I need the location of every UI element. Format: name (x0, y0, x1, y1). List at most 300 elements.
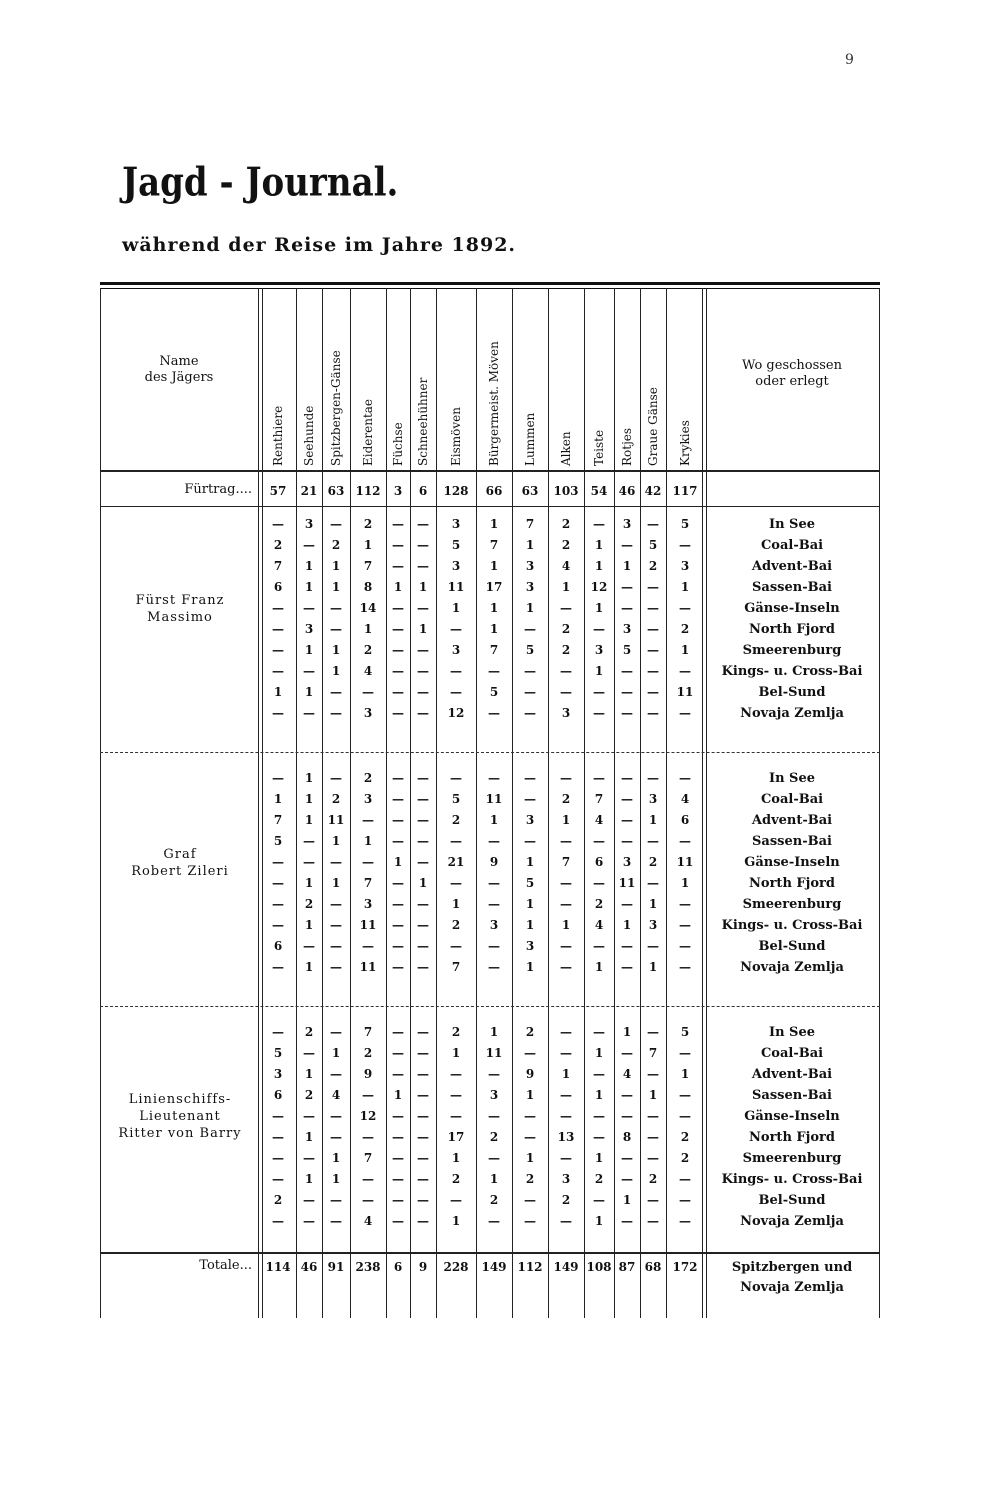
tally-cell: — (417, 960, 429, 974)
tally-cell: 3 (622, 622, 632, 636)
totals-value: 149 (481, 1260, 507, 1274)
tally-cell: 2 (561, 538, 571, 552)
hunter-name-line: Linienschiffs- (128, 1092, 232, 1107)
tally-cell: — (417, 918, 429, 932)
tally-cell: — (417, 939, 429, 953)
column-header-label: Spitzbergen-Gänse (329, 350, 343, 466)
tally-cell: — (679, 1109, 691, 1123)
tally-cell: 1 (273, 792, 283, 806)
tally-cell: — (647, 939, 659, 953)
tally-cell: — (621, 771, 633, 785)
tally-cell: — (272, 1172, 284, 1186)
tally-cell: — (524, 664, 536, 678)
tally-cell: — (560, 601, 572, 615)
tally-cell: — (524, 792, 536, 806)
tally-cell: 4 (363, 1214, 373, 1228)
tally-cell: — (450, 771, 462, 785)
place-name: Coal-Bai (760, 792, 824, 807)
tally-cell: 1 (304, 1067, 314, 1081)
tally-cell: — (417, 517, 429, 531)
tally-cell: — (560, 1151, 572, 1165)
tally-cell: 2 (525, 1172, 535, 1186)
tally-cell: — (392, 834, 404, 848)
tally-cell: 3 (622, 517, 632, 531)
place-name: Kings- u. Cross-Bai (721, 1172, 863, 1187)
tally-cell: 7 (273, 559, 283, 573)
column-header-label: Teiste (592, 429, 606, 466)
column-header (410, 296, 436, 466)
tally-cell: 13 (557, 1130, 575, 1144)
tally-cell: 8 (363, 580, 373, 594)
tally-cell: — (524, 1193, 536, 1207)
tally-cell: 4 (561, 559, 571, 573)
tally-cell: — (303, 834, 315, 848)
tally-cell: — (679, 538, 691, 552)
tally-cell: 1 (525, 918, 535, 932)
tally-cell: — (560, 1214, 572, 1228)
column-header (436, 296, 476, 466)
tally-cell: — (621, 580, 633, 594)
tally-cell: 2 (680, 622, 690, 636)
tally-cell: 3 (525, 813, 535, 827)
tally-cell: 3 (622, 855, 632, 869)
tally-cell: — (524, 622, 536, 636)
place-name: In See (769, 1025, 815, 1040)
tally-cell: — (647, 1214, 659, 1228)
tally-cell: 1 (393, 1088, 403, 1102)
tally-cell: 4 (331, 1088, 341, 1102)
tally-cell: — (560, 1109, 572, 1123)
tally-cell: — (417, 792, 429, 806)
tally-cell: — (621, 706, 633, 720)
column-header (322, 296, 350, 466)
tally-cell: 1 (594, 559, 604, 573)
tally-cell: — (647, 1193, 659, 1207)
tally-cell: — (392, 1151, 404, 1165)
tally-cell: — (330, 706, 342, 720)
tally-cell: 9 (525, 1067, 535, 1081)
tally-cell: 3 (363, 897, 373, 911)
column-header (548, 296, 584, 466)
tally-cell: 1 (304, 1130, 314, 1144)
tally-cell: — (524, 1130, 536, 1144)
carry-forward-value: 63 (521, 484, 539, 498)
tally-cell: — (417, 559, 429, 573)
tally-cell: 1 (331, 643, 341, 657)
tally-cell: — (272, 706, 284, 720)
tally-cell: — (593, 706, 605, 720)
tally-cell: — (272, 1130, 284, 1144)
carry-forward-value: 42 (644, 484, 662, 498)
totals-label: Totale... (199, 1258, 252, 1273)
tally-cell: 1 (393, 855, 403, 869)
carry-forward-value: 21 (300, 484, 318, 498)
place-name: Smeerenburg (742, 1151, 842, 1166)
tally-cell: 1 (304, 1172, 314, 1186)
tally-cell: 2 (451, 1172, 461, 1186)
tally-cell: 1 (561, 1067, 571, 1081)
tally-cell: — (392, 897, 404, 911)
tally-cell: 2 (363, 517, 373, 531)
totals-value: 114 (265, 1260, 291, 1274)
tally-cell: 5 (680, 517, 690, 531)
tally-cell: — (272, 918, 284, 932)
tally-cell: 5 (489, 685, 499, 699)
tally-cell: 6 (680, 813, 690, 827)
tally-cell: 8 (622, 1130, 632, 1144)
place-name: North Fjord (749, 622, 835, 637)
tally-cell: — (392, 517, 404, 531)
tally-cell: 2 (561, 1193, 571, 1207)
place-name: Kings- u. Cross-Bai (721, 664, 863, 679)
carry-forward-value: 128 (443, 484, 469, 498)
carry-forward-value: 117 (672, 484, 698, 498)
column-header (476, 296, 512, 466)
tally-cell: — (593, 1130, 605, 1144)
tally-cell: — (679, 897, 691, 911)
hunter-name (100, 846, 260, 880)
block-divider (100, 752, 880, 754)
tally-cell: — (362, 813, 374, 827)
tally-cell: 1 (331, 664, 341, 678)
tally-cell: 5 (525, 643, 535, 657)
tally-cell: — (272, 517, 284, 531)
tally-cell: 1 (331, 1046, 341, 1060)
page-number: 9 (845, 52, 854, 68)
tally-cell: 3 (451, 517, 461, 531)
tally-cell: 6 (594, 855, 604, 869)
tally-cell: — (272, 622, 284, 636)
tally-cell: 2 (525, 1025, 535, 1039)
tally-cell: 1 (561, 580, 571, 594)
top-rule (100, 282, 880, 285)
tally-cell: 1 (489, 1172, 499, 1186)
tally-cell: — (330, 622, 342, 636)
hunter-name-line: Fürst Franz (135, 592, 225, 608)
column-header (260, 296, 296, 466)
column-header-label: Alken (559, 431, 573, 466)
tally-cell: 1 (363, 622, 373, 636)
column-header-label: Renthiere (271, 405, 285, 466)
tally-cell: 2 (363, 643, 373, 657)
tally-cell: 2 (561, 622, 571, 636)
tally-cell: — (303, 1046, 315, 1060)
hunter-name-line: Graf (163, 846, 197, 862)
tally-cell: 7 (451, 960, 461, 974)
tally-cell: — (392, 813, 404, 827)
tally-cell: — (417, 813, 429, 827)
tally-cell: 7 (363, 876, 373, 890)
tally-cell: — (450, 939, 462, 953)
tally-cell: 1 (594, 664, 604, 678)
tally-cell: 7 (363, 1025, 373, 1039)
tally-cell: 3 (273, 1067, 283, 1081)
tally-cell: — (679, 771, 691, 785)
carry-forward-value: 103 (553, 484, 579, 498)
tally-cell: — (392, 876, 404, 890)
place-name: Novaja Zemlja (740, 706, 844, 721)
tally-cell: — (417, 1025, 429, 1039)
tally-cell: — (647, 876, 659, 890)
tally-cell: 2 (304, 897, 314, 911)
tally-cell: 1 (489, 622, 499, 636)
tally-cell: 1 (525, 897, 535, 911)
tally-cell: — (679, 1193, 691, 1207)
place-name: Gänse-Inseln (744, 1109, 840, 1124)
tally-cell: — (392, 918, 404, 932)
tally-cell: — (303, 939, 315, 953)
tally-cell: 17 (485, 580, 503, 594)
tally-cell: — (560, 685, 572, 699)
tally-cell: 1 (331, 1172, 341, 1186)
tally-cell: — (417, 834, 429, 848)
place-header-line-2: oder erlegt (755, 374, 829, 389)
tally-cell: — (392, 664, 404, 678)
tally-cell: — (330, 855, 342, 869)
tally-cell: — (417, 1172, 429, 1186)
totals-value: 68 (644, 1260, 662, 1274)
tally-cell: — (621, 1109, 633, 1123)
tally-cell: 1 (489, 559, 499, 573)
tally-cell: — (593, 622, 605, 636)
tally-cell: — (450, 664, 462, 678)
tally-cell: — (392, 1193, 404, 1207)
tally-cell: 5 (648, 538, 658, 552)
tally-cell: — (679, 960, 691, 974)
tally-cell: 1 (273, 685, 283, 699)
row-rule (100, 470, 880, 472)
column-header (296, 296, 322, 466)
tally-cell: — (362, 1193, 374, 1207)
tally-cell: 2 (648, 1172, 658, 1186)
tally-cell: — (392, 622, 404, 636)
tally-cell: 2 (561, 517, 571, 531)
tally-cell: — (621, 939, 633, 953)
left-edge-rule (100, 288, 101, 1318)
tally-cell: — (488, 939, 500, 953)
column-header-label: Rotjes (620, 427, 634, 466)
column-header (666, 296, 704, 466)
tally-cell: 4 (622, 1067, 632, 1081)
tally-cell: — (417, 1193, 429, 1207)
tally-cell: 2 (648, 559, 658, 573)
column-header (512, 296, 548, 466)
tally-cell: — (330, 601, 342, 615)
tally-cell: — (392, 1046, 404, 1060)
tally-cell: 2 (451, 918, 461, 932)
place-name: Advent-Bai (751, 559, 833, 574)
place-name: Coal-Bai (760, 1046, 824, 1061)
column-header (614, 296, 640, 466)
tally-cell: — (679, 1172, 691, 1186)
tally-cell: 2 (273, 1193, 283, 1207)
tally-cell: 1 (489, 813, 499, 827)
top-rule-thin (100, 288, 880, 289)
tally-cell: — (560, 960, 572, 974)
hunter-name-line: Lieutenant (139, 1109, 221, 1124)
place-name: Novaja Zemlja (740, 960, 844, 975)
tally-cell: — (647, 601, 659, 615)
tally-cell: — (417, 706, 429, 720)
tally-cell: 1 (680, 580, 690, 594)
tally-cell: — (272, 664, 284, 678)
tally-cell: 5 (622, 643, 632, 657)
totals-value: 46 (300, 1260, 318, 1274)
tally-cell: — (303, 601, 315, 615)
tally-cell: — (417, 897, 429, 911)
tally-cell: 11 (447, 580, 465, 594)
tally-cell: — (560, 664, 572, 678)
tally-cell: — (560, 1025, 572, 1039)
tally-cell: 1 (451, 1151, 461, 1165)
tally-cell: 7 (489, 538, 499, 552)
tally-cell: — (303, 706, 315, 720)
tally-cell: 1 (525, 538, 535, 552)
tally-cell: — (450, 1067, 462, 1081)
tally-cell: 1 (525, 1151, 535, 1165)
tally-cell: 1 (304, 559, 314, 573)
column-header (640, 296, 666, 466)
tally-cell: — (647, 1151, 659, 1165)
tally-cell: — (647, 834, 659, 848)
tally-cell: — (330, 939, 342, 953)
tally-cell: 1 (489, 1025, 499, 1039)
tally-cell: 6 (273, 1088, 283, 1102)
tally-cell: — (560, 1088, 572, 1102)
tally-cell: — (392, 1067, 404, 1081)
tally-cell: 2 (331, 792, 341, 806)
tally-cell: — (417, 1151, 429, 1165)
tally-cell: — (450, 1088, 462, 1102)
tally-cell: — (392, 960, 404, 974)
place-name: Sassen-Bai (752, 580, 832, 595)
tally-cell: 2 (680, 1151, 690, 1165)
tally-cell: — (272, 1025, 284, 1039)
tally-cell: — (593, 1109, 605, 1123)
tally-cell: — (330, 960, 342, 974)
column-header (350, 296, 386, 466)
totals-value: 149 (553, 1260, 579, 1274)
tally-cell: — (417, 1088, 429, 1102)
tally-cell: — (679, 706, 691, 720)
tally-cell: — (417, 643, 429, 657)
tally-cell: — (621, 1151, 633, 1165)
tally-cell: 2 (363, 1046, 373, 1060)
column-header (386, 296, 410, 466)
tally-cell: 5 (451, 538, 461, 552)
tally-cell: 1 (489, 517, 499, 531)
tally-cell: 1 (331, 580, 341, 594)
tally-cell: — (621, 1172, 633, 1186)
tally-cell: — (621, 664, 633, 678)
tally-cell: — (362, 1130, 374, 1144)
tally-cell: — (330, 1130, 342, 1144)
tally-cell: — (647, 1025, 659, 1039)
tally-cell: 1 (561, 813, 571, 827)
tally-cell: — (362, 1172, 374, 1186)
column-header-label: Lummen (523, 412, 537, 466)
tally-cell: 1 (680, 1067, 690, 1081)
tally-cell: — (272, 1214, 284, 1228)
place-column-header (704, 358, 880, 390)
tally-cell: 2 (680, 1130, 690, 1144)
tally-cell: 7 (273, 813, 283, 827)
hunter-name (100, 592, 260, 626)
totals-value: 112 (517, 1260, 543, 1274)
tally-cell: 11 (485, 1046, 503, 1060)
tally-cell: 2 (451, 813, 461, 827)
tally-cell: — (647, 580, 659, 594)
tally-cell: — (621, 960, 633, 974)
tally-cell: 9 (363, 1067, 373, 1081)
place-name: In See (769, 517, 815, 532)
tally-cell: — (272, 1109, 284, 1123)
place-name: Gänse-Inseln (744, 601, 840, 616)
tally-cell: 11 (485, 792, 503, 806)
totals-value: 91 (327, 1260, 345, 1274)
tally-cell: — (272, 960, 284, 974)
tally-cell: 1 (304, 643, 314, 657)
tally-cell: — (303, 1193, 315, 1207)
place-header-line-1: Wo geschossen (741, 358, 842, 373)
tally-cell: 3 (648, 918, 658, 932)
hunter-name (100, 1091, 260, 1142)
place-name: Gänse-Inseln (744, 855, 840, 870)
tally-cell: — (488, 1109, 500, 1123)
tally-cell: 2 (489, 1193, 499, 1207)
tally-cell: 3 (561, 1172, 571, 1186)
tally-cell: — (272, 897, 284, 911)
tally-cell: — (362, 685, 374, 699)
carry-forward-value: 66 (485, 484, 503, 498)
carry-forward-value: 63 (327, 484, 345, 498)
tally-cell: — (593, 1025, 605, 1039)
tally-cell: 7 (594, 792, 604, 806)
block-divider (100, 1006, 880, 1008)
carry-forward-value: 3 (393, 484, 403, 498)
tally-cell: 1 (331, 559, 341, 573)
tally-cell: 4 (594, 918, 604, 932)
tally-cell: 21 (447, 855, 465, 869)
tally-cell: — (488, 876, 500, 890)
totals-value: 87 (618, 1260, 636, 1274)
tally-cell: — (560, 876, 572, 890)
tally-cell: — (392, 1214, 404, 1228)
tally-cell: — (272, 855, 284, 869)
tally-cell: — (488, 897, 500, 911)
tally-cell: — (417, 1046, 429, 1060)
tally-cell: — (488, 771, 500, 785)
carry-forward-value: 46 (618, 484, 636, 498)
tally-cell: — (593, 939, 605, 953)
tally-cell: 1 (594, 538, 604, 552)
tally-cell: 3 (304, 622, 314, 636)
tally-cell: — (593, 1067, 605, 1081)
tally-cell: — (647, 517, 659, 531)
tally-cell: 1 (622, 918, 632, 932)
column-header (584, 296, 614, 466)
place-name: Advent-Bai (751, 813, 833, 828)
tally-cell: — (303, 1151, 315, 1165)
tally-cell: 1 (418, 580, 428, 594)
tally-cell: 1 (418, 622, 428, 636)
tally-cell: — (417, 685, 429, 699)
tally-cell: — (560, 1046, 572, 1060)
tally-cell: — (488, 664, 500, 678)
tally-cell: — (450, 876, 462, 890)
tally-cell: 1 (594, 1151, 604, 1165)
tally-cell: — (417, 1214, 429, 1228)
